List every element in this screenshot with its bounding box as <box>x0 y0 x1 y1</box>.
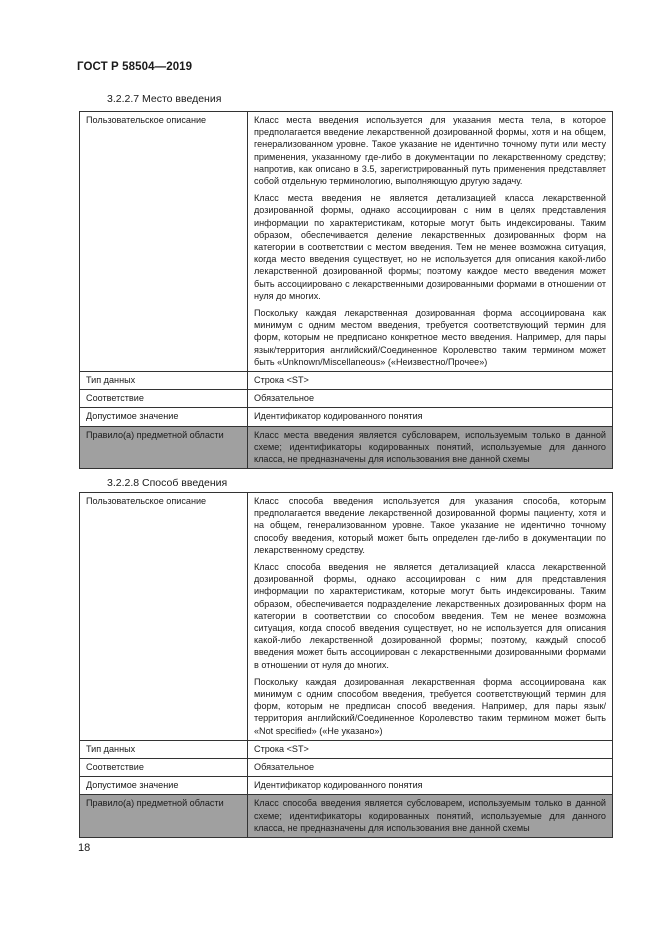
row-label: Правило(а) предметной области <box>80 426 248 469</box>
row-value: Идентификатор кодированного понятия <box>248 777 613 795</box>
row-label: Правило(а) предметной области <box>80 795 248 838</box>
description-paragraph: Класс места введения используется для указания места тела, в которое предполагается введение лекарственной дозированной формы, хотя и на общем, генерализованном уровне. Такое указание не идентично точному пути или месту применения, указанному где-либо в документации по лекарственному средству; напротив, как описано в 3.5, зарегистрированный путь применения представляет собой отдельную терминологию, выполняющую другую задачу. <box>254 115 606 187</box>
row-label: Пользовательское описание <box>80 112 248 372</box>
table-row <box>80 795 613 838</box>
row-label: Тип данных <box>80 372 248 390</box>
attribute-table <box>79 111 613 469</box>
row-value: Строка <ST> <box>248 740 613 758</box>
table-row <box>80 408 613 426</box>
table-row <box>80 759 613 777</box>
row-value: Класс способа введения является субсловарем, используемым только в данной схеме; идентификаторы кодированных понятий, используемые для данного класса, не предназначены для использования вне данной схемы <box>248 795 613 838</box>
row-value: Строка <ST> <box>248 372 613 390</box>
section-title: 3.2.2.8 Способ введения <box>107 477 228 489</box>
row-label: Пользовательское описание <box>80 493 248 741</box>
row-label: Соответствие <box>80 759 248 777</box>
row-value: Идентификатор кодированного понятия <box>248 408 613 426</box>
row-label: Соответствие <box>80 390 248 408</box>
row-value <box>248 493 613 741</box>
table-row <box>80 372 613 390</box>
section-title: 3.2.2.7 Место введения <box>107 93 222 105</box>
row-label: Допустимое значение <box>80 777 248 795</box>
row-value: Обязательное <box>248 390 613 408</box>
table-row <box>80 426 613 469</box>
description-paragraph: Класс способа введения не является детализацией класса лекарственной дозированной формы, однако ассоциирован с ним для представления информации по характеристикам, которые могут быть индексированы. Таким образом, обеспечивается подразделение лекарственных дозированных форм на категории в соответствии со способом введения. Тем не менее возможна ситуация, когда способ введения существует, но не используется для описания какой-либо лекарственной дозированной формы; поэтому, каждый способ введения может быть ассоциирован с лекарственными дозированными формами в отношении от нуля до многих. <box>254 562 606 670</box>
row-label: Допустимое значение <box>80 408 248 426</box>
table-row <box>80 777 613 795</box>
attribute-table <box>79 492 613 838</box>
row-value: Класс места введения является субсловарем, используемым только в данной схеме; идентификаторы кодированных понятий, используемые для данного класса, не предназначены для использования вне данной схемы <box>248 426 613 469</box>
description-paragraph: Поскольку каждая лекарственная дозированная форма ассоциирована как минимум с одним местом введения, требуется соответствующий термин для форм, которым не предписано конкретное место введения. Например, для пары язык/территория английский/Соединенное Королевство таким термином может быть «Unknown/Miscellaneous» («Неизвестно/Прочее») <box>254 308 606 367</box>
table-row <box>80 390 613 408</box>
description-paragraph: Поскольку каждая дозированная лекарственная форма ассоциирована как минимум с одним способом введения, требуется соответствующий термин для форм, которым не предписан способ введения. Например, для пары язык/территория английский/Соединенное Королевство таким термином может быть «Not specified» («Не указано») <box>254 676 606 736</box>
table-row <box>80 493 613 741</box>
document-header: ГОСТ Р 58504—2019 <box>77 61 193 73</box>
description-paragraph: Класс способа введения используется для указания способа, которым предполагается введение лекарственной дозированной формы пациенту, хотя и на общем, генерализованном уровне. Такое указание не идентично точному способу введения, который может быть определен где-либо в документации по лекарственному средству. <box>254 496 606 555</box>
description-paragraph: Класс места введения не является детализацией класса лекарственной дозированной формы, однако ассоциирован с ним в целях представления информации по характеристикам, которые могут быть индексированы. Таким образом, обеспечивается деление лекарственных дозированных форм на категории в соответствии с местом введения. Тем не менее возможна ситуация, когда место введения существует, но не используется для описания какой-либо лекарственной дозированной формы; поэтому каждое место введения может быть ассоциировано с лекарственными дозированными формами в отношении от нуля до многих. <box>254 193 606 301</box>
table-row <box>80 740 613 758</box>
table-row <box>80 112 613 372</box>
page-number: 18 <box>78 842 91 854</box>
row-label: Тип данных <box>80 740 248 758</box>
row-value <box>248 112 613 372</box>
row-value: Обязательное <box>248 759 613 777</box>
